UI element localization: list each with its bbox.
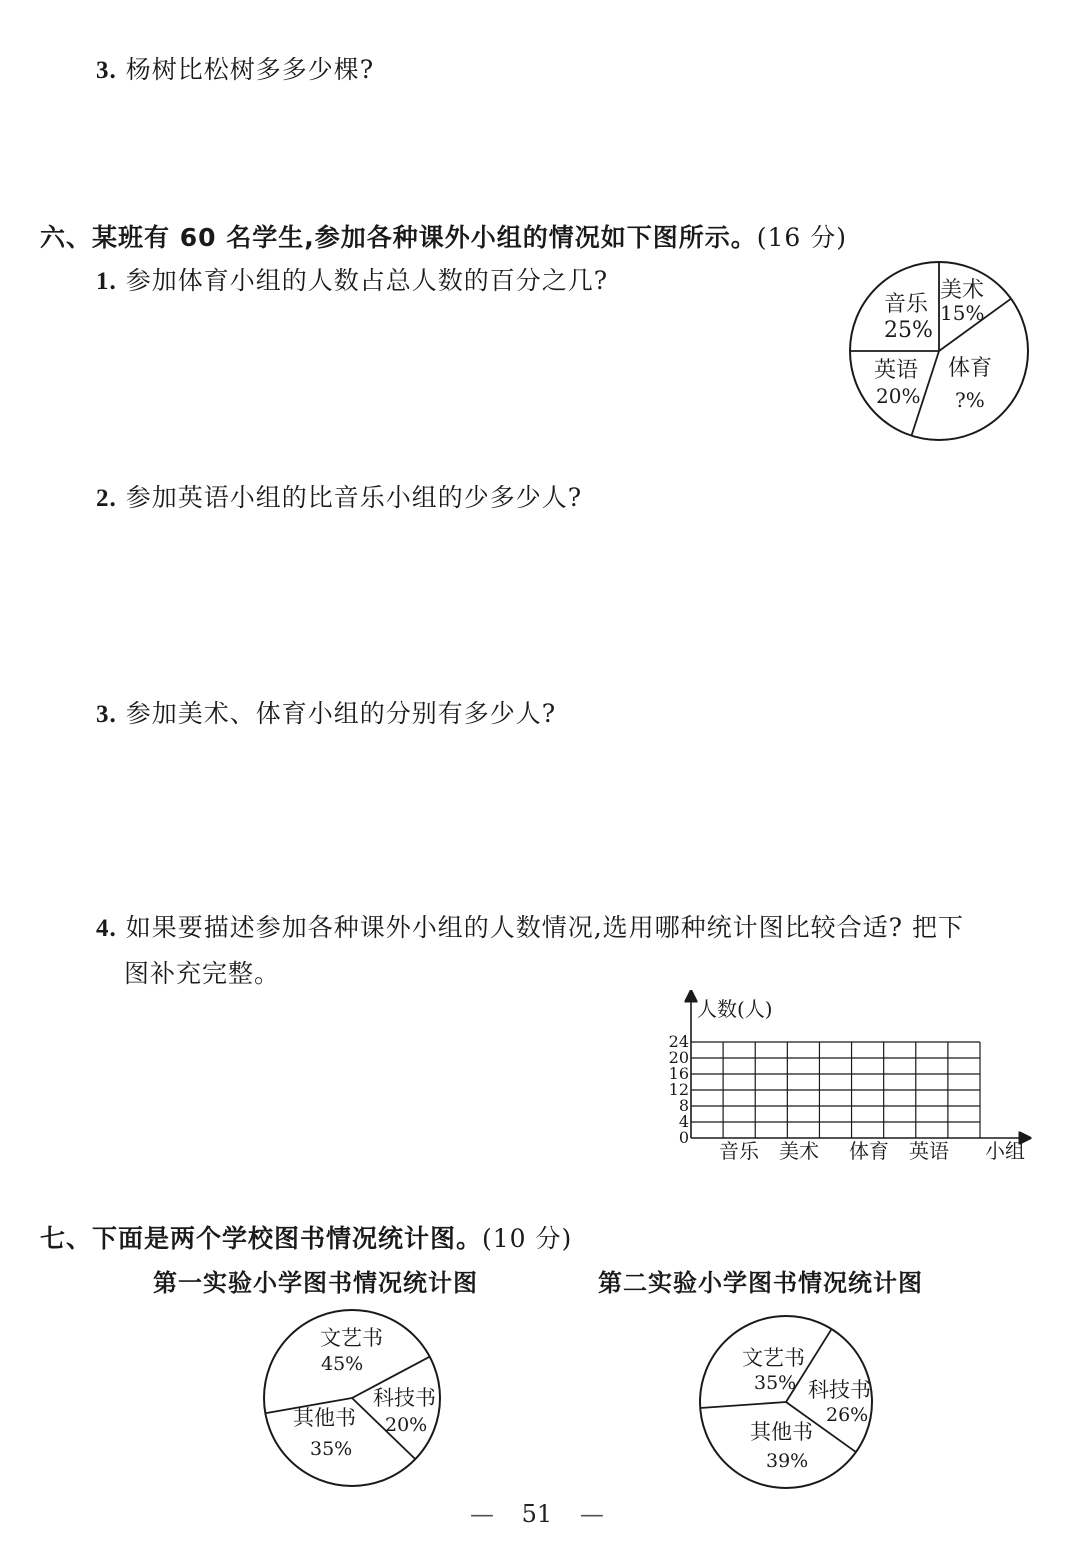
section-7-heading xyxy=(40,1219,572,1255)
pie-value-science: 26% xyxy=(826,1404,869,1426)
chart-title-school-2: 第二实验小学图书情况统计图 xyxy=(598,1269,923,1297)
section-6-question-4-continued xyxy=(124,954,280,990)
pie-label-sports: 体育 xyxy=(948,356,993,381)
section-6-points: (16 分) xyxy=(756,223,847,252)
section-6-question-2 xyxy=(96,478,582,514)
question-number: 1. xyxy=(96,268,117,295)
pie-label-music: 音乐 xyxy=(884,292,929,317)
x-axis-label: 小组 xyxy=(985,1139,1025,1163)
page-footer xyxy=(470,1500,604,1528)
section-6-question-4 xyxy=(96,908,964,944)
page-number: 51 xyxy=(521,1500,553,1528)
question-text: 参加美术、体育小组的分别有多少人? xyxy=(125,699,557,728)
pie-label-science: 科技书 xyxy=(808,1378,871,1402)
question-number: 3. xyxy=(96,701,117,728)
pie-value-art: 15% xyxy=(940,301,985,325)
pie-value-music: 25% xyxy=(884,318,933,343)
pie-value-sports: ?% xyxy=(955,388,985,412)
footer-dash-right: — xyxy=(579,1500,604,1528)
x-category-art: 美术 xyxy=(779,1139,819,1163)
pie-label-english: 英语 xyxy=(874,358,919,383)
question-number: 2. xyxy=(96,485,117,512)
pie-chart-school-2 xyxy=(690,1307,890,1497)
y-axis-label: 人数(人) xyxy=(697,997,773,1021)
pie-chart-groups xyxy=(840,255,1040,445)
pie-label-other: 其他书 xyxy=(293,1406,356,1430)
pie-label-other: 其他书 xyxy=(750,1420,813,1444)
question-number: 3. xyxy=(96,57,117,84)
pie-value-other: 35% xyxy=(310,1438,353,1460)
pie-value-english: 20% xyxy=(876,384,921,408)
chart-title-school-1: 第一实验小学图书情况统计图 xyxy=(153,1269,478,1297)
y-tick-label: 8 xyxy=(678,1096,689,1115)
y-tick-label: 20 xyxy=(668,1048,689,1067)
pie-label-art: 美术 xyxy=(940,278,985,303)
y-tick-label: 12 xyxy=(668,1080,689,1099)
x-category-music: 音乐 xyxy=(719,1139,759,1163)
pie-value-science: 20% xyxy=(385,1414,428,1436)
pie-chart-school-1 xyxy=(255,1305,455,1495)
pie-value-literature: 45% xyxy=(321,1353,364,1375)
y-tick-label: 16 xyxy=(668,1064,689,1083)
question-text: 参加英语小组的比音乐小组的少多少人? xyxy=(125,483,583,512)
question-text: 参加体育小组的人数占总人数的百分之几? xyxy=(125,266,609,295)
question-text: 如果要描述参加各种课外小组的人数情况,选用哪种统计图比较合适? 把下 xyxy=(125,913,965,942)
question-text: 杨树比松树多多少棵? xyxy=(125,55,375,84)
section-7-points: (10 分) xyxy=(482,1224,573,1253)
bar-chart-groups xyxy=(655,990,1040,1170)
x-category-english: 英语 xyxy=(909,1139,949,1163)
x-category-sports: 体育 xyxy=(849,1139,889,1163)
question-text-continued: 图补充完整。 xyxy=(124,959,281,988)
section-7-title: 七、下面是两个学校图书情况统计图。 xyxy=(40,1224,483,1253)
pie-label-literature: 文艺书 xyxy=(742,1346,805,1370)
question-prev-3 xyxy=(96,50,374,86)
section-6-question-1 xyxy=(96,261,608,297)
pie-label-science: 科技书 xyxy=(373,1386,436,1410)
y-tick-label: 0 xyxy=(678,1128,689,1147)
footer-dash-left: — xyxy=(470,1500,494,1528)
y-tick-label: 24 xyxy=(668,1032,689,1051)
section-6-heading xyxy=(40,218,847,254)
y-tick-label: 4 xyxy=(678,1112,689,1131)
question-number: 4. xyxy=(96,915,117,942)
section-6-question-3 xyxy=(96,694,556,730)
pie-slice-boundary-other-literature xyxy=(700,1402,786,1408)
pie-value-other: 39% xyxy=(766,1450,809,1472)
section-6-title: 六、某班有 60 名学生,参加各种课外小组的情况如下图所示。 xyxy=(40,223,757,252)
bar-chart-grid xyxy=(691,1042,980,1138)
pie-value-literature: 35% xyxy=(754,1372,797,1394)
pie-label-literature: 文艺书 xyxy=(320,1326,383,1350)
